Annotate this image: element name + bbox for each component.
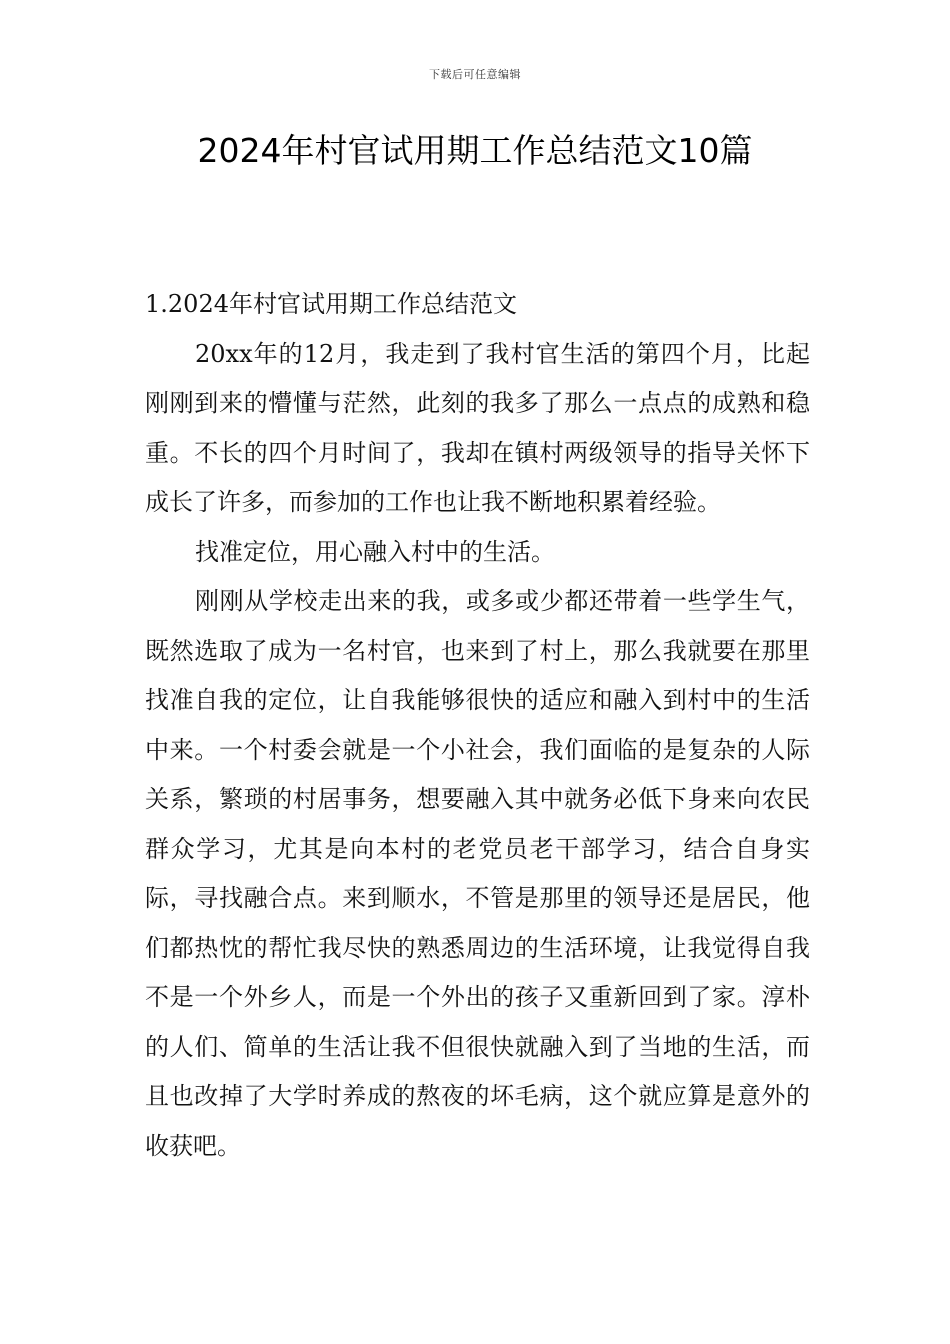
paragraph-intro: 20xx年的12月，我走到了我村官生活的第四个月，比起刚刚到来的懵懂与茫然，此刻的我多了那么一点点的成熟和稳重。不长的四个月时间了，我却在镇村两级领导的指导关怀下成长了许多，而参加的工作也让我不断地积累着经验。	[145, 339, 810, 516]
paragraph-main: 刚刚从学校走出来的我，或多或少都还带着一些学生气，既然选取了成为一名村官，也来到了村上，那么我就要在那里找准自我的定位，让自我能够很快的适应和融入到村中的生活中来。一个村委会就是一个小社会，我们面临的是复杂的人际关系，繁琐的村居事务，想要融入其中就务必低下身来向农民群众学习，尤其是向本村的老党员老干部学习，结合自身实际，寻找融合点。来到顺水，不管是那里的领导还是居民，他们都热忱的帮忙我尽快的熟悉周边的生活环境，让我觉得自我不是一个外乡人，而是一个外出的孩子又重新回到了家。淳朴的人们、简单的生活让我不但很快就融入到了当地的生活，而且也改掉了大学时养成的熬夜的坏毛病，这个就应算是意外的收获吧。	[145, 587, 810, 1160]
document-body	[145, 280, 810, 1171]
header-note: 下载后可任意编辑	[429, 68, 521, 81]
paragraph-subheading: 找准定位，用心融入村中的生活。	[195, 537, 555, 566]
section-heading: 1.2024年村官试用期工作总结范文	[145, 290, 517, 318]
document-title: 2024年村官试用期工作总结范文10篇	[197, 131, 753, 170]
